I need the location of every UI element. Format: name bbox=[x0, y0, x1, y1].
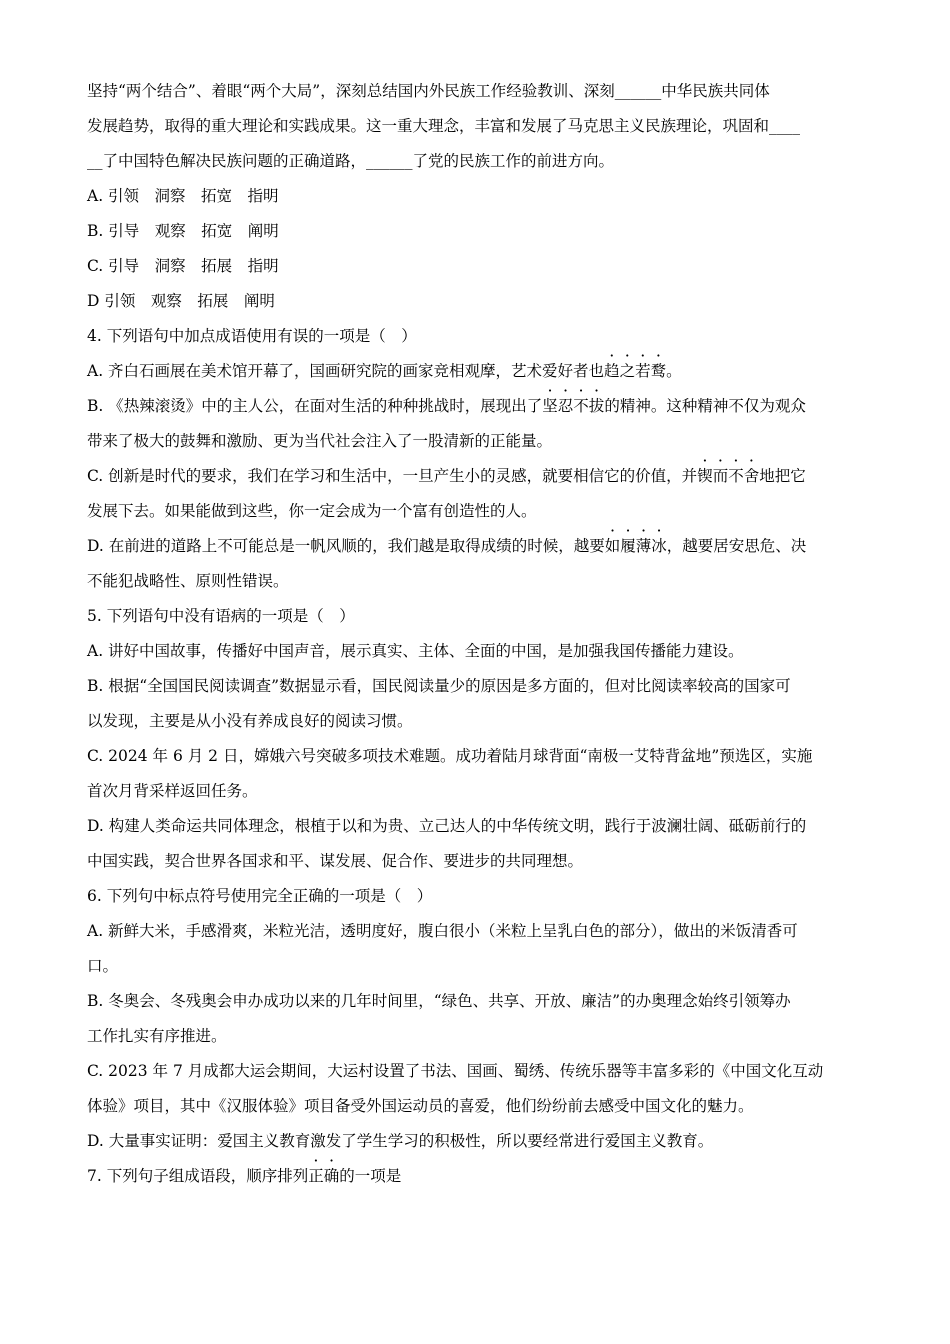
emphasis-char: 坚 bbox=[542, 397, 558, 415]
q4-option-d: D. 在前进的道路上不可能总是一帆风顺的，我们越是取得成绩的时候，越要如履薄冰，越要居安思危、决 bbox=[87, 537, 807, 555]
emphasis-char: 正 bbox=[308, 1167, 324, 1185]
emphasis-char: 拔 bbox=[588, 397, 605, 415]
q6-option-a-cont: 口。 bbox=[87, 957, 119, 975]
emphasis-char: 锲 bbox=[697, 467, 713, 485]
passage-line: 发展趋势，取得的重大理论和实践成果。这一重大理念，丰富和发展了马克思主义民族理论，巩固和____ bbox=[87, 117, 801, 135]
emphasis-char: 若 bbox=[635, 362, 651, 380]
emphasis-char: 趋 bbox=[604, 362, 620, 380]
q3-option-c: C. 引导 洞察 拓展 指明 bbox=[87, 257, 279, 275]
q6-option-d: D. 大量事实证明：爱国主义教育激发了学生学习的积极性，所以要经常进行爱国主义教育。 bbox=[87, 1132, 714, 1150]
dotted-idiom bbox=[604, 362, 666, 380]
passage-line: 坚持“两个结合”、着眼“两个大局”，深刻总结国内外民族工作经验教训、深刻______中华民族共同体 bbox=[87, 82, 770, 100]
emphasis-char: 之 bbox=[619, 362, 636, 380]
q5-stem: 5. 下列语句中没有语病的一项是（ ） bbox=[87, 607, 355, 625]
q6-option-c: C. 2023 年 7 月成都大运会期间，大运村设置了书法、国画、蜀绣、传统乐器等丰富多彩的《中国文化互动 bbox=[87, 1062, 824, 1080]
q4-option-b-cont: 带来了极大的鼓舞和激励、更为当代社会注入了一股清新的正能量。 bbox=[87, 432, 553, 450]
q6-option-a: A. 新鲜大米，手感滑爽，米粒光洁，透明度好，腹白很小（米粒上呈乳白色的部分），做出的米饭清香可 bbox=[87, 922, 798, 940]
q6-option-b-cont: 工作扎实有序推进。 bbox=[87, 1027, 227, 1045]
emphasis-char: 鹜 bbox=[650, 362, 667, 380]
q7-stem: 7. 下列句子组成语段，顺序排列正确的一项是 bbox=[87, 1167, 402, 1185]
emphasis-char: 确 bbox=[323, 1167, 340, 1185]
dotted-idiom bbox=[697, 467, 759, 485]
q5-option-d-cont: 中国实践，契合世界各国求和平、谋发展、促合作、要进步的共同理想。 bbox=[87, 852, 584, 870]
q3-option-b: B. 引导 观察 拓宽 阐明 bbox=[87, 222, 279, 240]
q5-option-d: D. 构建人类命运共同体理念，根植于以和为贵、立己达人的中华传统文明，践行于波澜壮阔、砥砺前行的 bbox=[87, 817, 807, 835]
q6-stem: 6. 下列句中标点符号使用完全正确的一项是（ ） bbox=[87, 887, 433, 905]
passage-line: __了中国特色解决民族问题的正确道路，______了党的民族工作的前进方向。 bbox=[87, 152, 615, 170]
q5-option-c-cont: 首次月背采样返回任务。 bbox=[87, 782, 258, 800]
q5-option-b-cont: 以发现，主要是从小没有养成良好的阅读习惯。 bbox=[87, 712, 413, 730]
emphasis-char: 舍 bbox=[743, 467, 760, 485]
emphasis-char: 不 bbox=[728, 467, 744, 485]
dotted-idiom bbox=[542, 397, 604, 415]
dotted-idiom bbox=[605, 537, 667, 555]
q4-option-c-cont: 发展下去。如果能做到这些，你一定会成为一个富有创造性的人。 bbox=[87, 502, 537, 520]
q5-option-c: C. 2024 年 6 月 2 日，嫦娥六号突破多项技术难题。成功着陆月球背面“南极一艾特背盆地”预选区，实施 bbox=[87, 747, 813, 765]
q5-option-b: B. 根据“全国国民阅读调查”数据显示看，国民阅读量少的原因是多方面的，但对比阅读率较高的国家可 bbox=[87, 677, 791, 695]
emphasis-char: 不 bbox=[573, 397, 589, 415]
q4-option-d-cont: 不能犯战略性、原则性错误。 bbox=[87, 572, 289, 590]
emphasis-char: 薄 bbox=[635, 537, 652, 555]
q4-stem: 4. 下列语句中加点成语使用有误的一项是（ ） bbox=[87, 327, 417, 345]
emphasis-char: 而 bbox=[712, 467, 729, 485]
emphasis-char: 如 bbox=[604, 537, 621, 555]
exam-page bbox=[87, 74, 863, 1194]
q6-option-b: B. 冬奥会、冬残奥会申办成功以来的几年时间里，“绿色、共享、开放、廉洁”的办奥理念始终引领筹办 bbox=[87, 992, 791, 1010]
q4-option-a: A. 齐白石画展在美术馆开幕了，国画研究院的画家竞相观摩，艺术爱好者也趋之若鹜。 bbox=[87, 362, 682, 380]
emphasis-char: 冰 bbox=[651, 537, 667, 555]
q3-option-a: A. 引领 洞察 拓宽 指明 bbox=[87, 187, 279, 205]
q5-option-a: A. 讲好中国故事，传播好中国声音，展示真实、主体、全面的中国，是加强我国传播能力建设。 bbox=[87, 642, 744, 660]
q3-option-d: D 引领 观察 拓展 阐明 bbox=[87, 292, 275, 310]
q4-option-c: C. 创新是时代的要求，我们在学习和生活中，一旦产生小的灵感，就要相信它的价值，并锲而不舍地把它 bbox=[87, 467, 806, 485]
q4-option-b: B. 《热辣滚烫》中的主人公，在面对生活的种种挑战时，展现出了坚忍不拔的精神。这种精神不仅为观众 bbox=[87, 397, 806, 415]
emphasis-char: 忍 bbox=[557, 397, 574, 415]
dotted-word bbox=[308, 1167, 339, 1185]
emphasis-char: 履 bbox=[620, 537, 636, 555]
q6-option-c-cont: 体验》项目，其中《汉服体验》项目备受外国运动员的喜爱，他们纷纷前去感受中国文化的魅力。 bbox=[87, 1097, 754, 1115]
